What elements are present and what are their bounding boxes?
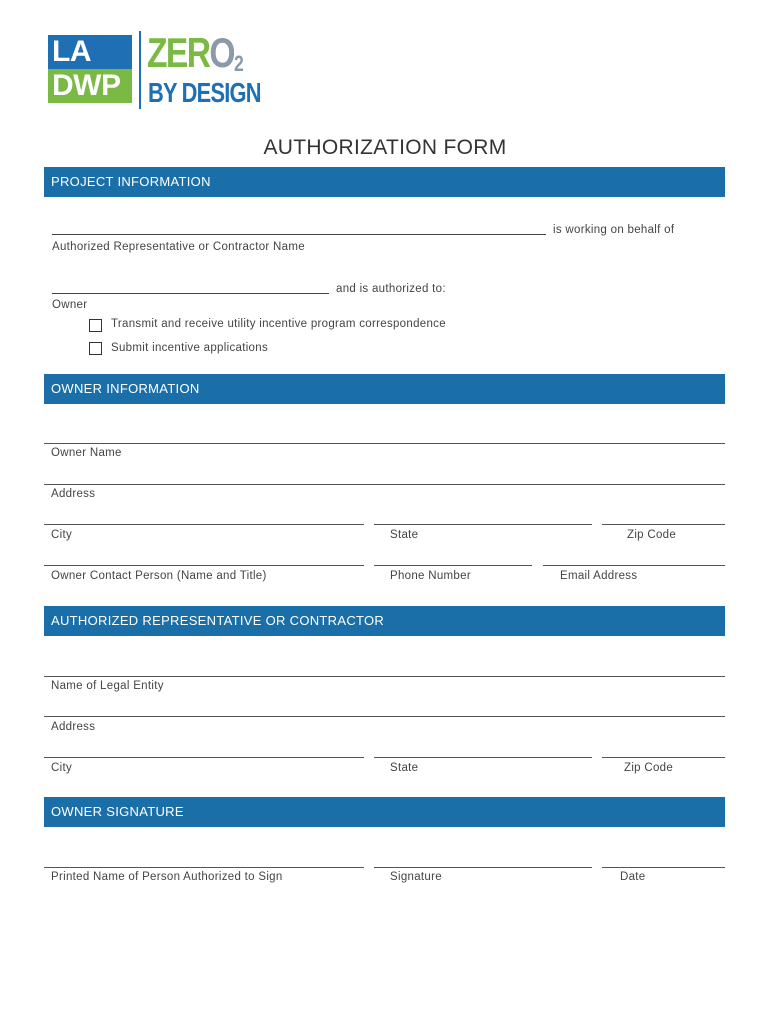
checkbox-transmit-correspondence[interactable] <box>89 319 102 332</box>
rep-state-input[interactable] <box>374 757 592 758</box>
owner-email-label: Email Address <box>560 570 638 582</box>
signature-label: Signature <box>390 871 442 883</box>
rep-address-input[interactable] <box>44 716 725 717</box>
rep-city-input[interactable] <box>44 757 364 758</box>
option-submit-label: Submit incentive applications <box>111 342 269 354</box>
zero-logo-o: O <box>209 29 234 76</box>
rep-zip-input[interactable] <box>602 757 725 758</box>
working-on-behalf-text: is working on behalf of <box>553 224 675 236</box>
section-header-rep: AUTHORIZED REPRESENTATIVE OR CONTRACTOR <box>44 606 725 636</box>
rep-city-label: City <box>51 762 73 774</box>
logo-divider <box>139 31 141 109</box>
section-header-owner: OWNER INFORMATION <box>44 374 725 404</box>
legal-entity-input[interactable] <box>44 676 725 677</box>
authorized-to-text: and is authorized to: <box>336 283 446 295</box>
owner-name-field[interactable] <box>52 293 329 294</box>
rep-name-field[interactable] <box>52 234 546 235</box>
owner-phone-label: Phone Number <box>390 570 471 582</box>
section-header-signature: OWNER SIGNATURE <box>44 797 725 827</box>
rep-zip-label: Zip Code <box>624 762 674 774</box>
date-input[interactable] <box>602 867 725 868</box>
owner-state-input[interactable] <box>374 524 592 525</box>
owner-zip-label: Zip Code <box>627 529 677 541</box>
owner-address-input[interactable] <box>44 484 725 485</box>
owner-email-input[interactable] <box>543 565 725 566</box>
rep-name-label: Authorized Representative or Contractor Name <box>52 241 305 253</box>
legal-entity-label: Name of Legal Entity <box>51 680 164 692</box>
owner-contact-label: Owner Contact Person (Name and Title) <box>51 570 267 582</box>
owner-zip-input[interactable] <box>602 524 725 525</box>
printed-name-input[interactable] <box>44 867 364 868</box>
owner-state-label: State <box>390 529 419 541</box>
checkbox-submit-applications[interactable] <box>89 342 102 355</box>
owner-phone-input[interactable] <box>374 565 532 566</box>
owner-label: Owner <box>52 299 88 311</box>
owner-contact-input[interactable] <box>44 565 364 566</box>
page-title: AUTHORIZATION FORM <box>263 136 507 159</box>
owner-name-input[interactable] <box>44 443 725 444</box>
option-transmit-label: Transmit and receive utility incentive program correspondence <box>111 318 446 330</box>
date-label: Date <box>620 871 646 883</box>
zero-logo-sub: 2 <box>233 51 243 76</box>
by-design-logo-text: BY DESIGN <box>148 77 261 108</box>
owner-city-label: City <box>51 529 73 541</box>
rep-state-label: State <box>390 762 419 774</box>
section-header-project: PROJECT INFORMATION <box>44 167 725 197</box>
zero-logo-zer: ZER <box>147 29 210 76</box>
owner-address-label: Address <box>51 488 96 500</box>
owner-name-label: Owner Name <box>51 447 122 459</box>
ladwp-logo <box>48 35 132 103</box>
owner-city-input[interactable] <box>44 524 364 525</box>
signature-input[interactable] <box>374 867 592 868</box>
printed-name-label: Printed Name of Person Authorized to Sign <box>51 871 283 883</box>
rep-address-label: Address <box>51 721 96 733</box>
logo-la-text: LA <box>52 35 91 68</box>
logo-dwp-text: DWP <box>52 69 121 102</box>
